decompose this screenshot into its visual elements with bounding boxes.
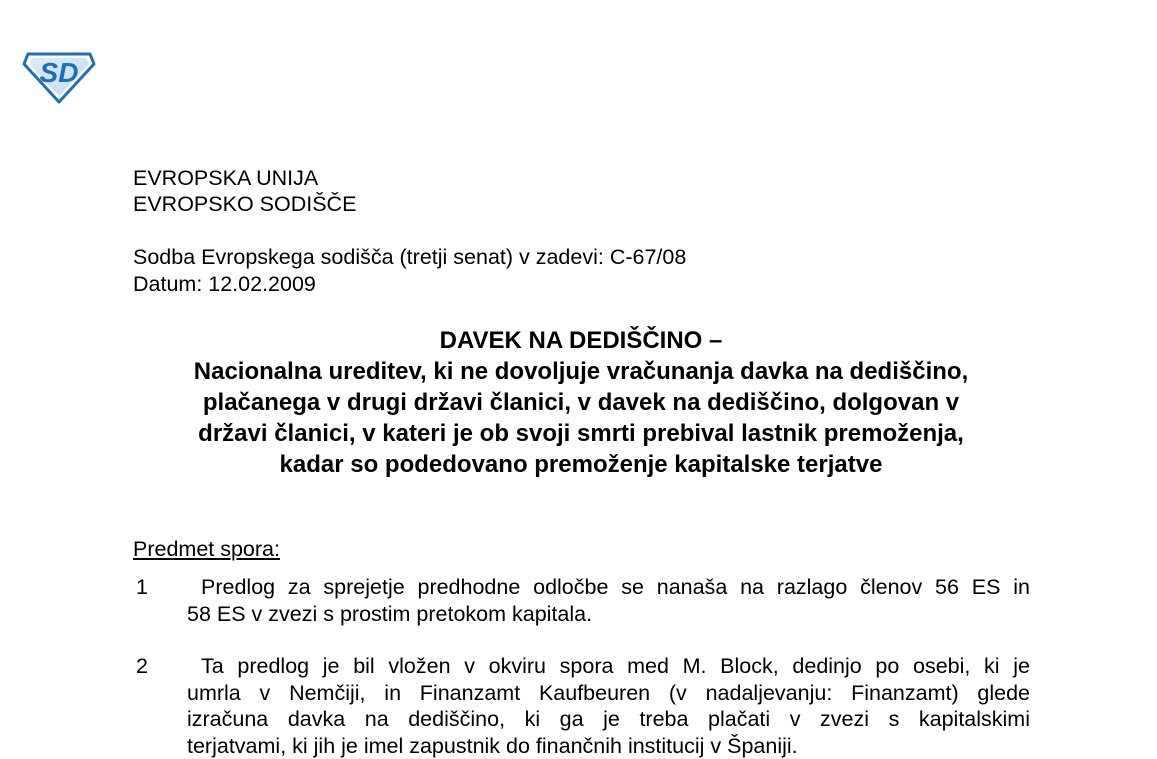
- date-line: Datum: 12.02.2009: [133, 271, 316, 298]
- header-line-2: EVROPSKO SODIŠČE: [133, 191, 356, 218]
- title-line: Nacionalna ureditev, ki ne dovoljuje vračunanja davka na dediščino,: [100, 356, 1062, 387]
- paragraph-line: umrla v Nemčiji, in Finanzamt Kaufbeuren (v nadaljevanju: Finanzamt) glede: [187, 680, 1030, 707]
- title-line: državi članici, v kateri je ob svoji smrti prebival lastnik premoženja,: [100, 418, 1062, 449]
- paragraph-line: terjatvami, ki jih je imel zapustnik do finančnih institucij v Španiji.: [187, 733, 1030, 759]
- paragraph-number: 1: [136, 574, 148, 601]
- logo-text: SD: [40, 57, 79, 88]
- section-heading: Predmet spora:: [133, 536, 280, 563]
- paragraph-line: [187, 574, 1030, 601]
- case-line: Sodba Evropskega sodišča (tretji senat) v zadevi: C-67/08: [133, 244, 686, 271]
- title-line: kadar so podedovano premoženje kapitalske terjatve: [100, 449, 1062, 480]
- paragraph-line: 58 ES v zvezi s prostim pretokom kapitala.: [187, 601, 1030, 628]
- title-line: plačanega v drugi državi članici, v davek na dediščino, dolgovan v: [100, 387, 1062, 418]
- paragraph-line-text: Predlog za sprejetje predhodne odločbe se nanaša na razlago členov 56 ES in: [201, 575, 1030, 599]
- paragraph-line-text: Ta predlog je bil vložen v okviru spora med M. Block, dedinjo po osebi, ki je: [201, 654, 1030, 678]
- document-title: [100, 325, 1062, 480]
- paragraph-line: izračuna davka na dediščino, ki ga je treba plačati v zvezi s kapitalskimi: [187, 706, 1030, 733]
- title-line: DAVEK NA DEDIŠČINO –: [100, 325, 1062, 356]
- paragraph-line: [187, 653, 1030, 680]
- paragraph-number: 2: [136, 653, 148, 680]
- paragraph: [187, 574, 1030, 627]
- paragraph: [187, 653, 1030, 759]
- header-line-1: EVROPSKA UNIJA: [133, 165, 318, 192]
- court-logo: [22, 48, 96, 104]
